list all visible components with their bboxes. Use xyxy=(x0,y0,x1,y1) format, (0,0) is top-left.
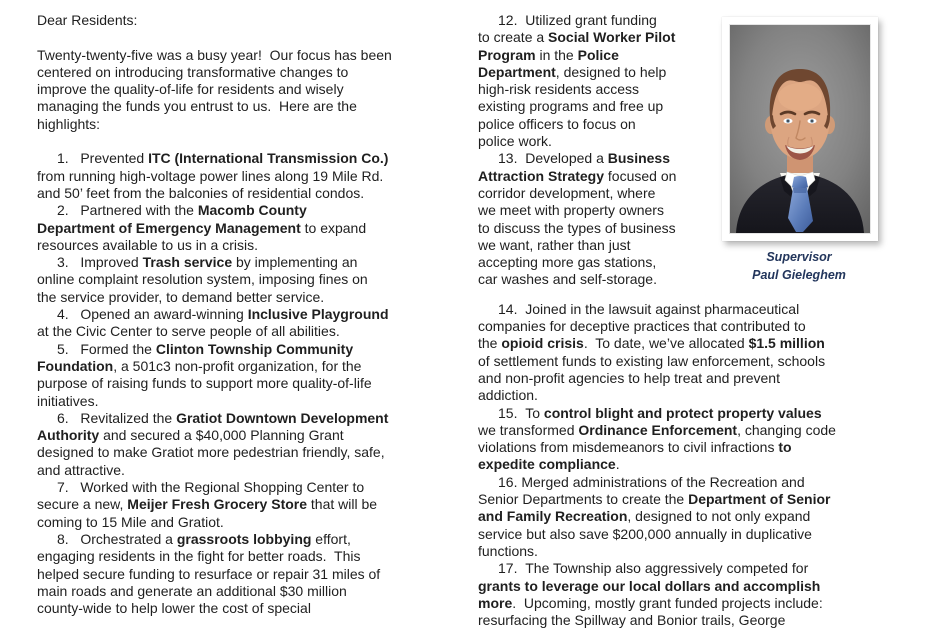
salutation xyxy=(37,12,459,29)
text-line: to discuss the types of business xyxy=(478,219,676,236)
text-line: 15. To control blight and protect property values xyxy=(498,404,822,421)
item-15 xyxy=(478,405,884,474)
text-line: 2. Partnered with the Macomb County xyxy=(57,202,307,219)
text-line: high-risk residents access xyxy=(478,81,640,98)
spacer-2 xyxy=(37,133,459,150)
text-line: Department, designed to help xyxy=(478,63,667,80)
item-3 xyxy=(37,254,459,306)
item-14 xyxy=(478,301,884,405)
text-line: coming to 15 Mile and Gratiot. xyxy=(37,513,224,530)
item-8 xyxy=(37,531,459,617)
text-line: violations from misdemeanors to civil infractions to xyxy=(478,439,792,456)
text-line: Department of Emergency Management to expand xyxy=(37,219,367,236)
text-line: at the Civic Center to serve people of all abilities. xyxy=(37,323,340,340)
text-line: engaging residents in the fight for better roads. This xyxy=(37,548,361,565)
text-line: service but also save $200,000 annually in duplicative xyxy=(478,525,812,542)
text-line: functions. xyxy=(478,542,538,559)
text-line: 6. Revitalized the Gratiot Downtown Development xyxy=(57,409,389,426)
text-line: 12. Utilized grant funding xyxy=(498,12,657,28)
text-line: existing programs and free up xyxy=(478,98,664,115)
supervisor-portrait xyxy=(730,25,870,233)
text-line: the opioid crisis. To date, we’ve allocated $1.5 million xyxy=(478,335,825,352)
text-line: Dear Residents: xyxy=(37,12,138,28)
text-line: and attractive. xyxy=(37,461,125,478)
supervisor-photo-frame xyxy=(722,17,878,241)
text-line: and Family Recreation, designed to not only expand xyxy=(478,508,811,525)
text-line: 8. Orchestrated a grassroots lobbying effort, xyxy=(57,530,351,547)
text-line: 1. Prevented ITC (International Transmission Co.) xyxy=(57,150,389,167)
text-line: Foundation, a 501c3 non-profit organization, for the xyxy=(37,357,362,374)
item-17 xyxy=(478,560,884,629)
text-line: resurfacing the Spillway and Bonior trails, George xyxy=(478,612,786,629)
text-line: companies for deceptive practices that contributed to xyxy=(478,318,806,335)
text-line: resources available to us in a crisis. xyxy=(37,236,258,253)
item-1 xyxy=(37,150,459,202)
text-line: main roads and generate an additional $30 million xyxy=(37,582,347,599)
text-line: we transformed Ordinance Enforcement, changing code xyxy=(478,421,836,438)
text-line xyxy=(37,133,459,150)
text-line: county-wide to help lower the cost of special xyxy=(37,600,311,617)
text-line: police work. xyxy=(478,133,552,150)
text-line: 4. Opened an award-winning Inclusive Playground xyxy=(57,306,389,323)
text-line: more. Upcoming, mostly grant funded projects include: xyxy=(478,594,823,611)
text-line: of settlement funds to existing law enforcement, schools xyxy=(478,352,826,369)
text-line: 7. Worked with the Regional Shopping Center to xyxy=(57,479,365,496)
item-5 xyxy=(37,341,459,410)
intro-paragraph xyxy=(37,47,459,133)
supervisor-portrait-photo xyxy=(730,25,870,233)
text-line: managing the funds you entrust to us. Here are the xyxy=(37,98,357,115)
text-line: we meet with property owners xyxy=(478,202,664,219)
text-line: to create a Social Worker Pilot xyxy=(478,29,676,46)
text-line: Senior Departments to create the Department of Senior xyxy=(478,491,831,508)
text-line: improve the quality-of-life for residents and wisely xyxy=(37,81,344,98)
text-line: online complaint resolution system, imposing fines on xyxy=(37,271,368,288)
text-line: accepting more gas stations, xyxy=(478,254,657,271)
item-16 xyxy=(478,474,884,560)
photo-caption xyxy=(714,248,884,284)
text-line: Authority and secured a $40,000 Planning Grant xyxy=(37,427,344,444)
text-line: 14. Joined in the lawsuit against pharmaceutical xyxy=(498,300,800,317)
text-line: addiction. xyxy=(478,387,538,404)
text-line: Attraction Strategy focused on xyxy=(478,167,677,184)
text-line: designed to make Gratiot more pedestrian friendly, safe, xyxy=(37,444,385,461)
text-line: we want, rather than just xyxy=(478,236,631,253)
text-line: helped secure funding to resurface or repair 31 miles of xyxy=(37,565,381,582)
supervisor-photo-block xyxy=(714,17,884,284)
text-line: Twenty-twenty-five was a busy year! Our focus has been xyxy=(37,46,392,63)
text-line: expedite compliance. xyxy=(478,456,620,473)
text-line: police officers to focus on xyxy=(478,115,636,132)
text-line: 5. Formed the Clinton Township Community xyxy=(57,340,354,357)
text-line xyxy=(37,29,459,46)
left-text-column xyxy=(37,12,459,617)
text-line: initiatives. xyxy=(37,392,99,409)
text-line: and non-profit agencies to help treat and prevent xyxy=(478,369,780,386)
text-line: purpose of raising funds to support more quality-of-life xyxy=(37,375,372,392)
text-line: 3. Improved Trash service by implementing an xyxy=(57,254,358,271)
text-line: car washes and self-storage. xyxy=(478,271,657,288)
item-4 xyxy=(37,306,459,341)
item-7 xyxy=(37,479,459,531)
item-6 xyxy=(37,410,459,479)
photo-caption-name: Paul Gieleghem xyxy=(752,268,846,282)
text-line: 17. The Township also aggressively competed for xyxy=(498,560,809,577)
text-line: from running high-voltage power lines along 19 Mile Rd. xyxy=(37,167,384,184)
text-line: and 50’ feet from the balconies of residential condos. xyxy=(37,184,365,201)
text-line: corridor development, where xyxy=(478,184,656,201)
text-line: Program in the Police xyxy=(478,46,619,63)
spacer-1 xyxy=(37,29,459,46)
text-line: 16. Merged administrations of the Recreation and xyxy=(498,473,805,490)
text-line: centered on introducing transformative changes to xyxy=(37,63,349,80)
text-line: highlights: xyxy=(37,115,101,132)
photo-caption-title: Supervisor xyxy=(766,250,832,264)
text-line: 13. Developed a Business xyxy=(498,150,670,167)
text-line: grants to leverage our local dollars and accomplish xyxy=(478,577,821,594)
item-2 xyxy=(37,202,459,254)
text-line: the service provider, to demand better service. xyxy=(37,288,325,305)
right-text-column xyxy=(478,12,884,629)
text-line: secure a new, Meijer Fresh Grocery Store that will be xyxy=(37,496,378,513)
